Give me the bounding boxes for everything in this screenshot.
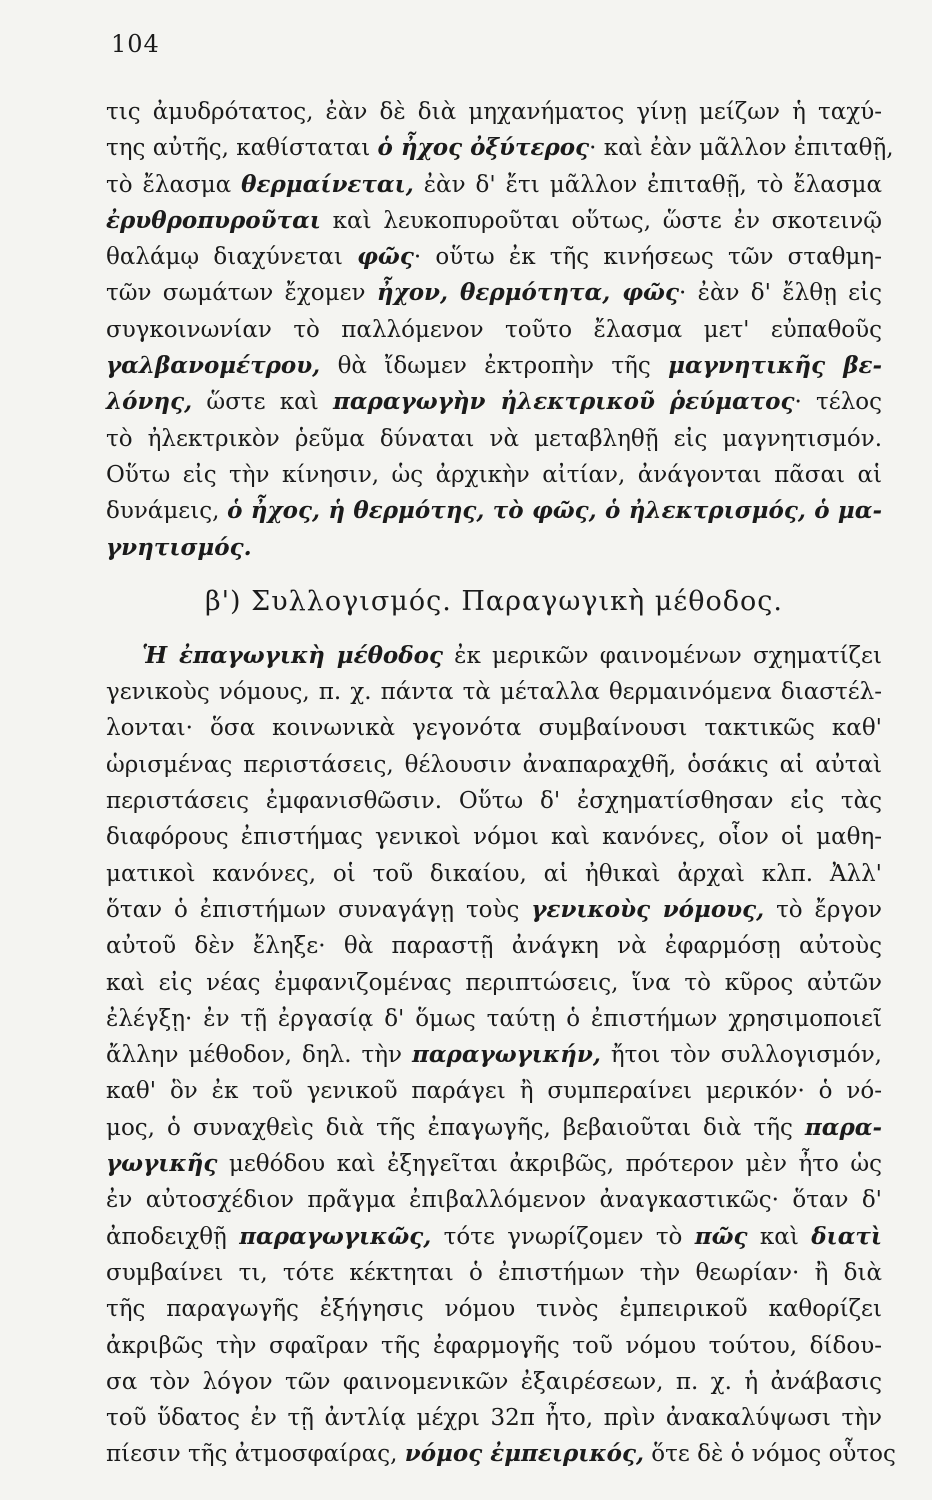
emphasis-text: φῶς [357,243,414,271]
emphasis-text: γαλβανομέτρου, [106,352,321,380]
text-line [106,747,882,783]
text-line [106,1001,882,1037]
text-segment: ἤτοι τὸν συλλογισμόν, [600,1042,882,1069]
text-line [106,130,894,166]
text-segment: της αὐτῆς, καθίσταται [106,135,378,162]
paragraph-2 [106,638,896,1473]
text-line [106,1073,882,1109]
text-segment: αὐτοῦ δὲν ἔληξε· θὰ παραστῇ ἀνάγκη νὰ ἐφαρμόσῃ αὐτοὺς [106,933,882,960]
text-segment: καὶ λευκοπυροῦται οὕτως, ὥστε ἐν σκοτεινῷ [320,207,882,234]
text-line [106,167,882,203]
text-segment: καθ' ὃν ἐκ τοῦ γενικοῦ παράγει ἢ συμπεραίνει μερικόν· ὁ νό- [106,1078,882,1105]
text-segment: τὸ ἔλασμα [106,171,242,198]
emphasis-text: παρα- [804,1113,882,1141]
text-segment: τότε γνωρίζομεν τὸ [431,1223,695,1250]
text-line [106,493,882,529]
text-segment: μεθόδου καὶ ἐξηγεῖται ἀκριβῶς, πρότερον μὲν ἦτο ὡς [217,1151,882,1178]
text-segment: σα τὸν λόγον τῶν φαινομενικῶν ἐξαιρέσεων, π. χ. ἡ ἀνάβασις [106,1368,882,1395]
text-line [106,421,882,457]
emphasis-text: γενικοὺς νόμους, [531,895,765,923]
text-segment: συμβαίνει τι, τότε κέκτηται ὁ ἐπιστήμων τὴν θεωρίαν· ἢ διὰ [106,1259,882,1286]
text-segment: συγκοινωνίαν τὸ παλλόμενον τοῦτο ἔλασμα μετ' εὐπαθοῦς [106,316,882,343]
text-line [106,1255,882,1291]
text-segment: τῶν σωμάτων ἔχομεν [106,280,377,307]
text-segment: τις ἀμυδρότατος, ἐὰν δὲ διὰ μηχανήματος γίνῃ μείζων ἡ ταχύ- [106,99,882,125]
emphasis-text: ὁ ἦχος, ἡ θερμότης, τὸ φῶς, ὁ ἠλεκτρισμός, ὁ μα- [227,497,883,525]
text-line [106,203,882,239]
paragraph-1 [106,94,894,566]
text-line [106,892,882,928]
text-segment: πίεσιν τῆς ἀτμοσφαίρας, [106,1441,405,1468]
text-segment: ὅταν ὁ ἐπιστήμων συναγάγῃ τοὺς [106,896,532,923]
emphasis-text: γνητισμός. [106,533,252,561]
text-line [106,239,882,275]
emphasis-text: θερμαίνεται, [241,170,414,198]
text-segment: δυνάμεις, [106,498,228,525]
text-line [106,965,882,1001]
text-segment: ὅτε δὲ ὁ νόμος οὗτος [644,1441,896,1468]
emphasis-text: γωγικῆς [106,1150,218,1178]
text-line [106,1146,882,1182]
emphasis-text: ἐρυθροπυροῦται [106,206,321,234]
text-segment: τῆς παραγωγῆς ἐξήγησις νόμου τινὸς ἐμπειρικοῦ καθορίζει [106,1296,882,1323]
text-line [106,1110,882,1146]
text-segment: · καὶ ἐὰν μᾶλλον ἐπιταθῇ, [589,135,894,162]
text-segment: ἐν αὐτοσχέδιον πρᾶγμα ἐπιβαλλόμενον ἀναγκαστικῶς· ὅταν δ' [106,1187,882,1214]
text-segment: θαλάμῳ διαχύνεται [106,244,358,271]
text-segment: τὸ ἠλεκτρικὸν ῥεῦμα δύναται νὰ μεταβληθῇ εἰς μαγνητισμόν. [106,425,882,452]
text-line [106,94,882,130]
emphasis-text: διατὶ [811,1222,882,1250]
emphasis-text: παραγωγικήν, [411,1041,601,1069]
text-segment: · οὕτω ἐκ τῆς κινήσεως τῶν σταθμη- [413,244,882,271]
text-segment: καὶ [747,1223,812,1250]
text-segment: ἀκριβῶς τὴν σφαῖραν τῆς ἐφαρμογῆς τοῦ νόμου τούτου, δίδου- [106,1332,882,1359]
emphasis-text: νόμος ἐμπειρικός, [404,1440,644,1468]
emphasis-text: ἦχον, θερμότητα, φῶς [376,279,679,307]
text-segment: ἀποδειχθῇ [106,1223,240,1250]
text-line [106,1182,882,1218]
text-line [106,819,882,855]
text-line [106,1328,882,1364]
text-line [106,312,882,348]
emphasis-text: πῶς [694,1222,748,1250]
text-segment: ματικοὶ κανόνες, οἱ τοῦ δικαίου, αἱ ἠθικαὶ ἀρχαὶ κλπ. Ἀλλ' [106,860,882,887]
text-segment: · ἐὰν δ' ἔλθῃ εἰς [678,280,882,307]
text-segment: τοῦ ὕδατος ἐν τῇ ἀντλίᾳ μέχρι 32π ἦτο, πρὶν ἀνακαλύψωσι τὴν [106,1405,882,1432]
text-segment: μος, ὁ συναχθεὶς διὰ τῆς ἐπαγωγῆς, βεβαιοῦται διὰ τῆς [106,1114,805,1141]
text-line [106,674,882,710]
text-segment: ἄλλην μέθοδον, δηλ. τὴν [106,1042,412,1069]
text-segment: ἐὰν δ' ἔτι μᾶλλον ἐπιταθῇ, τὸ ἔλασμα [413,171,883,198]
page-number: 104 [111,30,160,58]
text-segment: καὶ εἰς νέας ἐμφανιζομένας περιπτώσεις, ἵνα τὸ κῦρος αὐτῶν [106,969,882,996]
text-segment: περιστάσεις ἐμφανισθῶσιν. Οὕτω δ' ἐσχηματίσθησαν εἰς τὰς [106,788,882,815]
text-line [106,457,882,493]
text-line [106,1219,882,1255]
text-line [106,1037,882,1073]
emphasis-text: μαγνητικῆς βε- [668,352,882,380]
emphasis-text: παραγωγὴν ἠλεκτρικοῦ ῥεύματος [332,388,795,416]
text-segment: θὰ ἴδωμεν ἐκτροπὴν τῆς [320,353,669,380]
text-line [106,275,882,311]
text-segment: · τέλος [794,389,883,416]
text-line [106,710,882,746]
text-line [106,348,882,384]
text-line [106,1364,882,1400]
text-segment: λονται· ὅσα κοινωνικὰ γεγονότα συμβαίνουσι τακτικῶς καθ' [106,715,882,742]
text-line [106,384,882,420]
text-body [106,94,896,1473]
text-segment: διαφόρους ἐπιστήμας γενικοὶ νόμοι καὶ κανόνες, οἷον οἱ μαθη- [106,824,882,851]
emphasis-text: ὁ ἦχος ὀξύτερος [377,134,590,162]
section-heading: β') Συλλογισμός. Παραγωγικὴ μέθοδος. [204,585,784,617]
text-segment: Οὕτω εἰς τὴν κίνησιν, ὡς ἀρχικὴν αἰτίαν, ἀνάγονται πᾶσαι αἱ [106,461,882,488]
text-line [106,530,882,566]
text-segment: γενικοὺς νόμους, π. χ. πάντα τὰ μέταλλα θερμαινόμενα διαστέλ- [106,679,882,706]
text-line [106,783,882,819]
text-segment: ἐλέγξῃ· ἐν τῇ ἐργασίᾳ δ' ὅμως ταύτῃ ὁ ἐπιστήμων χρησιμοποιεῖ [106,1005,882,1032]
text-segment: τὸ ἔργον [764,896,882,923]
text-line [106,638,882,674]
emphasis-text: παραγωγικῶς, [239,1222,432,1250]
text-segment: ὡρισμένας περιστάσεις, θέλουσιν ἀναπαραχθῆ, ὁσάκις αἱ αὐταὶ [106,751,882,778]
text-line [106,1291,882,1327]
text-line [106,928,882,964]
text-line [106,1400,882,1436]
text-segment: ἐκ μερικῶν φαινομένων σχηματίζει [442,642,882,669]
emphasis-text: Ἡ ἐπαγωγικὴ μέθοδος [142,641,443,669]
emphasis-text: λόνης, [106,388,193,416]
text-line [106,856,882,892]
text-line [106,1436,896,1472]
text-segment: ὥστε καὶ [192,389,333,416]
